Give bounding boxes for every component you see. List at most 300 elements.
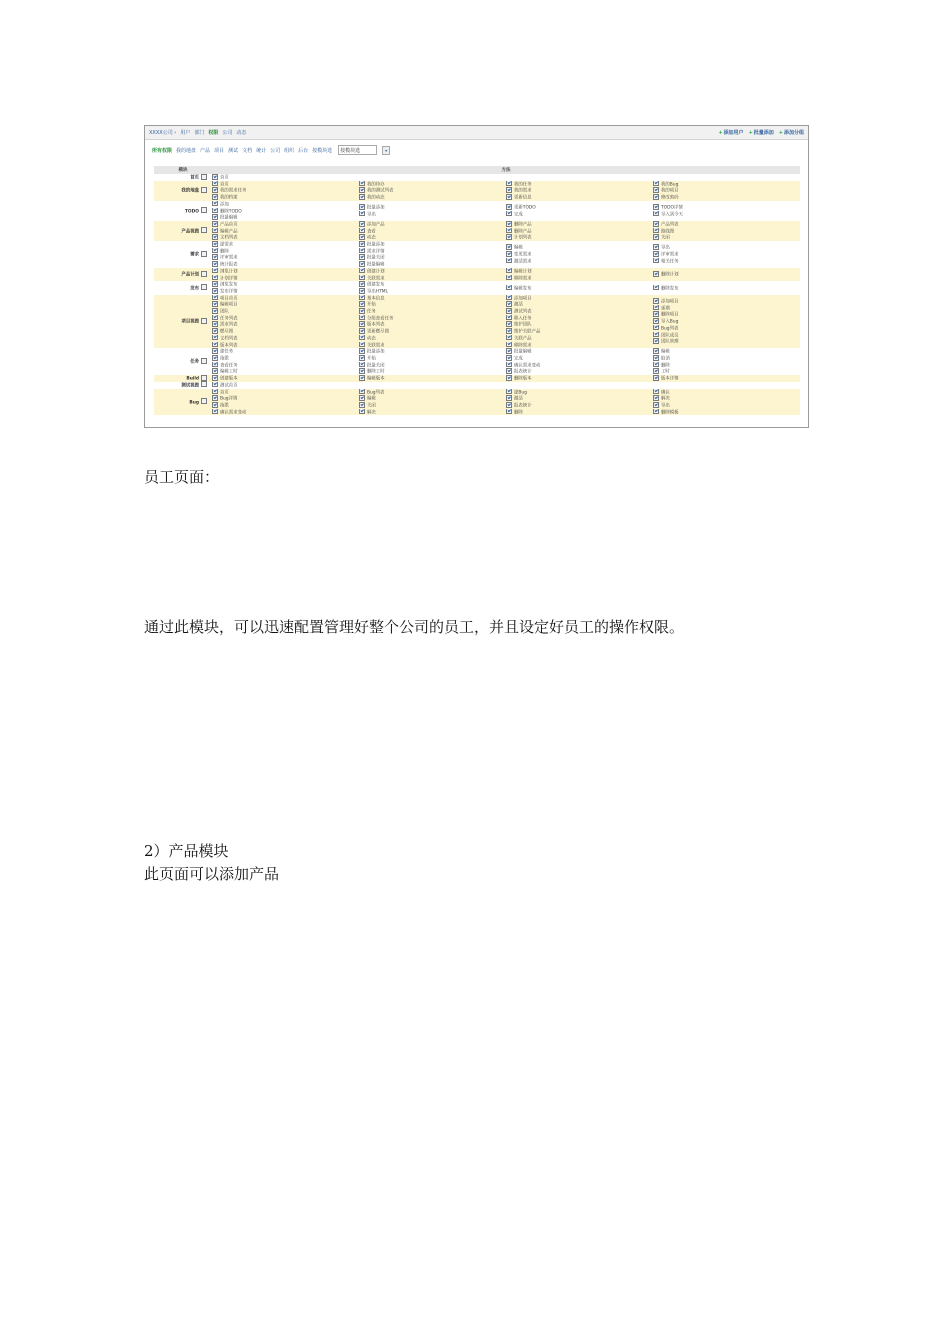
permission-label: 确认需求变动 <box>220 410 247 416</box>
permission-item[interactable] <box>359 275 506 282</box>
permission-item[interactable] <box>506 275 653 282</box>
permission-item[interactable] <box>653 251 800 258</box>
checkbox-checked-icon[interactable] <box>212 375 218 381</box>
tab-item[interactable]: 所有权限 <box>152 147 173 154</box>
permission-item[interactable] <box>212 335 359 342</box>
permission-item[interactable] <box>212 368 359 375</box>
permission-item[interactable] <box>212 348 359 355</box>
permission-item[interactable] <box>212 221 359 228</box>
checkbox-checked-icon[interactable] <box>359 375 365 381</box>
checkbox-checked-icon[interactable] <box>506 409 512 415</box>
checkbox-checked-icon[interactable] <box>359 268 365 274</box>
checkbox-checked-icon[interactable] <box>506 268 512 274</box>
checkbox-checked-icon[interactable] <box>359 204 365 210</box>
permission-item[interactable] <box>506 244 653 251</box>
permission-item[interactable] <box>653 244 800 251</box>
permission-item[interactable] <box>506 228 653 235</box>
permission-item[interactable] <box>359 248 506 255</box>
checkbox-checked-icon[interactable] <box>506 355 512 361</box>
permission-item[interactable] <box>359 395 506 402</box>
checkbox-checked-icon[interactable] <box>653 325 659 331</box>
checkbox-checked-icon[interactable] <box>506 368 512 374</box>
permission-item[interactable] <box>506 204 653 211</box>
module-checkbox[interactable] <box>201 187 207 193</box>
checkbox-checked-icon[interactable] <box>506 285 512 291</box>
module-checkbox[interactable] <box>201 381 207 387</box>
method-cell <box>212 348 359 375</box>
permission-item[interactable] <box>212 362 359 369</box>
permission-item[interactable] <box>506 251 653 258</box>
permission-item[interactable] <box>506 389 653 396</box>
permission-item[interactable] <box>506 194 653 201</box>
checkbox-checked-icon[interactable] <box>359 187 365 193</box>
module-checkbox[interactable] <box>201 358 207 364</box>
checkbox-checked-icon[interactable] <box>506 181 512 187</box>
permission-item[interactable] <box>359 308 506 315</box>
checkbox-checked-icon[interactable] <box>506 395 512 401</box>
checkbox-checked-icon[interactable] <box>506 228 512 234</box>
checkbox-checked-icon[interactable] <box>653 368 659 374</box>
permission-item[interactable] <box>212 395 359 402</box>
permission-item[interactable] <box>506 402 653 409</box>
checkbox-checked-icon[interactable] <box>359 348 365 354</box>
permission-item[interactable] <box>653 375 800 382</box>
checkbox-checked-icon[interactable] <box>506 321 512 327</box>
checkbox-checked-icon[interactable] <box>359 281 365 287</box>
permission-item[interactable] <box>212 214 359 221</box>
checkbox-checked-icon[interactable] <box>212 355 218 361</box>
checkbox-checked-icon[interactable] <box>506 342 512 348</box>
module-checkbox[interactable] <box>201 227 207 233</box>
checkbox-checked-icon[interactable] <box>212 395 218 401</box>
permission-item[interactable] <box>212 201 359 208</box>
checkbox-checked-icon[interactable] <box>359 221 365 227</box>
checkbox-checked-icon[interactable] <box>212 389 218 395</box>
checkbox-checked-icon[interactable] <box>212 174 218 180</box>
checkbox-checked-icon[interactable] <box>212 221 218 227</box>
checkbox-checked-icon[interactable] <box>653 298 659 304</box>
checkbox-checked-icon[interactable] <box>653 338 659 344</box>
checkbox-checked-icon[interactable] <box>359 211 365 217</box>
permission-item[interactable] <box>506 395 653 402</box>
checkbox-checked-icon[interactable] <box>506 275 512 281</box>
permission-item[interactable] <box>212 321 359 328</box>
permission-item[interactable] <box>506 409 653 416</box>
checkbox-checked-icon[interactable] <box>653 375 659 381</box>
checkbox-checked-icon[interactable] <box>212 194 218 200</box>
permission-item[interactable] <box>506 315 653 322</box>
permission-item[interactable] <box>212 342 359 349</box>
permission-item[interactable] <box>506 285 653 292</box>
checkbox-checked-icon[interactable] <box>359 254 365 260</box>
checkbox-checked-icon[interactable] <box>359 181 365 187</box>
tab-item[interactable]: 后台 <box>298 147 309 154</box>
checkbox-checked-icon[interactable] <box>653 318 659 324</box>
permission-item[interactable] <box>359 228 506 235</box>
permission-item[interactable] <box>359 194 506 201</box>
breadcrumb-item[interactable]: 部门 <box>194 130 205 136</box>
permission-item[interactable] <box>506 368 653 375</box>
module-checkbox[interactable] <box>201 375 207 381</box>
permission-item[interactable] <box>653 332 800 339</box>
checkbox-checked-icon[interactable] <box>212 301 218 307</box>
checkbox-checked-icon[interactable] <box>653 362 659 368</box>
checkbox-checked-icon[interactable] <box>212 402 218 408</box>
checkbox-checked-icon[interactable] <box>359 368 365 374</box>
checkbox-checked-icon[interactable] <box>359 315 365 321</box>
permission-item[interactable] <box>212 281 359 288</box>
checkbox-checked-icon[interactable] <box>359 241 365 247</box>
checkbox-checked-icon[interactable] <box>359 395 365 401</box>
module-checkbox[interactable] <box>201 398 207 404</box>
permission-item[interactable] <box>653 204 800 211</box>
checkbox-checked-icon[interactable] <box>653 305 659 311</box>
permission-item[interactable] <box>212 181 359 188</box>
permission-item[interactable] <box>212 261 359 268</box>
checkbox-checked-icon[interactable] <box>212 382 218 388</box>
checkbox-checked-icon[interactable] <box>359 301 365 307</box>
checkbox-checked-icon[interactable] <box>212 281 218 287</box>
checkbox-checked-icon[interactable] <box>212 201 218 207</box>
checkbox-checked-icon[interactable] <box>653 402 659 408</box>
checkbox-checked-icon[interactable] <box>506 295 512 301</box>
permission-item[interactable] <box>359 241 506 248</box>
checkbox-checked-icon[interactable] <box>506 258 512 264</box>
checkbox-checked-icon[interactable] <box>506 308 512 314</box>
checkbox-checked-icon[interactable] <box>506 389 512 395</box>
permission-item[interactable] <box>359 187 506 194</box>
permission-item[interactable] <box>212 241 359 248</box>
method-cell <box>506 268 653 281</box>
permission-item[interactable] <box>653 325 800 332</box>
checkbox-checked-icon[interactable] <box>212 254 218 260</box>
checkbox-checked-icon[interactable] <box>506 375 512 381</box>
checkbox-checked-icon[interactable] <box>653 355 659 361</box>
permission-item[interactable] <box>212 382 359 389</box>
checkbox-checked-icon[interactable] <box>359 389 365 395</box>
checkbox-checked-icon[interactable] <box>212 321 218 327</box>
tab-item[interactable]: 统计 <box>256 147 267 154</box>
checkbox-checked-icon[interactable] <box>506 251 512 257</box>
tab-item[interactable]: 组织 <box>284 147 295 154</box>
permission-item[interactable] <box>359 234 506 241</box>
checkbox-checked-icon[interactable] <box>212 208 218 214</box>
checkbox-checked-icon[interactable] <box>653 204 659 210</box>
permission-item[interactable] <box>359 321 506 328</box>
checkbox-checked-icon[interactable] <box>359 328 365 334</box>
action-link[interactable] <box>718 130 743 136</box>
permission-item[interactable] <box>212 254 359 261</box>
checkbox-checked-icon[interactable] <box>359 342 365 348</box>
permission-item[interactable] <box>212 268 359 275</box>
permission-item[interactable] <box>653 338 800 345</box>
checkbox-checked-icon[interactable] <box>212 234 218 240</box>
permission-item[interactable] <box>506 295 653 302</box>
checkbox-checked-icon[interactable] <box>653 332 659 338</box>
breadcrumb-item[interactable]: 用户 <box>180 130 191 136</box>
permission-item[interactable] <box>506 375 653 382</box>
permission-item[interactable] <box>359 375 506 382</box>
permission-item[interactable] <box>359 328 506 335</box>
permission-item[interactable] <box>212 389 359 396</box>
tab-item[interactable]: 产品 <box>200 147 211 154</box>
module-checkbox[interactable] <box>201 174 207 180</box>
method-cell <box>506 201 653 221</box>
checkbox-checked-icon[interactable] <box>653 194 659 200</box>
checkbox-checked-icon[interactable] <box>653 251 659 257</box>
permission-item[interactable] <box>653 258 800 265</box>
permission-item[interactable] <box>653 318 800 325</box>
permission-item[interactable] <box>506 234 653 241</box>
checkbox-checked-icon[interactable] <box>506 234 512 240</box>
checkbox-checked-icon[interactable] <box>506 301 512 307</box>
permission-item[interactable] <box>506 362 653 369</box>
permission-item[interactable] <box>506 221 653 228</box>
checkbox-checked-icon[interactable] <box>653 409 659 415</box>
checkbox-checked-icon[interactable] <box>359 228 365 234</box>
permission-item[interactable] <box>653 234 800 241</box>
checkbox-checked-icon[interactable] <box>653 187 659 193</box>
checkbox-checked-icon[interactable] <box>653 348 659 354</box>
checkbox-checked-icon[interactable] <box>359 261 365 267</box>
permission-item[interactable] <box>506 308 653 315</box>
permission-item[interactable] <box>506 321 653 328</box>
checkbox-checked-icon[interactable] <box>653 234 659 240</box>
action-link[interactable] <box>779 130 804 136</box>
checkbox-checked-icon[interactable] <box>653 311 659 317</box>
checkbox-checked-icon[interactable] <box>359 402 365 408</box>
checkbox-checked-icon[interactable] <box>212 261 218 267</box>
permission-item[interactable] <box>506 301 653 308</box>
checkbox-checked-icon[interactable] <box>506 335 512 341</box>
checkbox-checked-icon[interactable] <box>212 241 218 247</box>
permission-item[interactable] <box>212 308 359 315</box>
permission-item[interactable] <box>653 409 800 416</box>
permission-item[interactable] <box>359 362 506 369</box>
checkbox-checked-icon[interactable] <box>506 244 512 250</box>
checkbox-checked-icon[interactable] <box>653 285 659 291</box>
module-checkbox[interactable] <box>201 271 207 277</box>
permission-item[interactable] <box>506 335 653 342</box>
tab-item[interactable]: 项目 <box>214 147 225 154</box>
module-checkbox[interactable] <box>201 318 207 324</box>
breadcrumb-item[interactable]: 动态 <box>236 130 247 136</box>
checkbox-checked-icon[interactable] <box>359 234 365 240</box>
permission-item[interactable] <box>653 271 800 278</box>
checkbox-checked-icon[interactable] <box>359 288 365 294</box>
permission-label: 文档列表 <box>220 336 238 342</box>
breadcrumb-item[interactable]: XXXX公司 › <box>149 130 177 136</box>
checkbox-checked-icon[interactable] <box>653 395 659 401</box>
permission-item[interactable] <box>359 221 506 228</box>
checkbox-checked-icon[interactable] <box>506 402 512 408</box>
permission-item[interactable] <box>653 228 800 235</box>
checkbox-checked-icon[interactable] <box>359 362 365 368</box>
permission-item[interactable] <box>359 211 506 218</box>
permission-item[interactable] <box>506 258 653 265</box>
tab-item[interactable]: 我的地盘 <box>176 147 197 154</box>
permission-item[interactable] <box>359 315 506 322</box>
permission-item[interactable] <box>359 368 506 375</box>
tab-item[interactable]: 公司 <box>270 147 281 154</box>
permission-item[interactable] <box>359 261 506 268</box>
checkbox-checked-icon[interactable] <box>212 315 218 321</box>
checkbox-checked-icon[interactable] <box>212 181 218 187</box>
checkbox-checked-icon[interactable] <box>506 315 512 321</box>
permission-item[interactable] <box>212 328 359 335</box>
permission-item[interactable] <box>653 348 800 355</box>
checkbox-checked-icon[interactable] <box>653 258 659 264</box>
permission-item[interactable] <box>653 362 800 369</box>
checkbox-checked-icon[interactable] <box>359 335 365 341</box>
permission-item[interactable] <box>653 311 800 318</box>
checkbox-checked-icon[interactable] <box>212 409 218 415</box>
permission-item[interactable] <box>212 275 359 282</box>
permission-item[interactable] <box>653 187 800 194</box>
checkbox-checked-icon[interactable] <box>506 194 512 200</box>
permission-item[interactable] <box>212 355 359 362</box>
permission-item[interactable] <box>212 187 359 194</box>
checkbox-checked-icon[interactable] <box>653 228 659 234</box>
permission-label: 批量添加 <box>367 349 385 355</box>
checkbox-checked-icon[interactable] <box>359 409 365 415</box>
permission-item[interactable] <box>359 288 506 295</box>
tab-item[interactable]: 按模块选 <box>312 147 333 154</box>
permission-item[interactable] <box>359 268 506 275</box>
action-link[interactable] <box>749 130 774 136</box>
permission-item[interactable] <box>359 348 506 355</box>
tab-item[interactable]: 文档 <box>242 147 253 154</box>
checkbox-checked-icon[interactable] <box>506 211 512 217</box>
permission-item[interactable] <box>212 301 359 308</box>
permission-item[interactable] <box>212 402 359 409</box>
permission-item[interactable] <box>359 342 506 349</box>
permission-item[interactable] <box>359 409 506 416</box>
permission-item[interactable] <box>506 268 653 275</box>
permission-item[interactable] <box>359 204 506 211</box>
permission-item[interactable] <box>359 335 506 342</box>
checkbox-checked-icon[interactable] <box>212 214 218 220</box>
checkbox-checked-icon[interactable] <box>212 295 218 301</box>
permission-item[interactable] <box>212 228 359 235</box>
checkbox-checked-icon[interactable] <box>653 211 659 217</box>
checkbox-checked-icon[interactable] <box>359 275 365 281</box>
checkbox-checked-icon[interactable] <box>212 348 218 354</box>
checkbox-checked-icon[interactable] <box>653 389 659 395</box>
breadcrumb-item[interactable]: 权限 <box>208 130 219 136</box>
permission-item[interactable] <box>506 348 653 355</box>
permission-item[interactable] <box>653 211 800 218</box>
checkbox-checked-icon[interactable] <box>212 308 218 314</box>
checkbox-checked-icon[interactable] <box>506 348 512 354</box>
checkbox-checked-icon[interactable] <box>506 328 512 334</box>
permission-item[interactable] <box>359 254 506 261</box>
permission-item[interactable] <box>506 187 653 194</box>
checkbox-checked-icon[interactable] <box>212 248 218 254</box>
permission-item[interactable] <box>212 288 359 295</box>
checkbox-checked-icon[interactable] <box>212 228 218 234</box>
checkbox-checked-icon[interactable] <box>212 342 218 348</box>
permission-item[interactable] <box>212 174 359 181</box>
permission-item[interactable] <box>212 234 359 241</box>
checkbox-checked-icon[interactable] <box>212 368 218 374</box>
module-checkbox[interactable] <box>201 251 207 257</box>
checkbox-checked-icon[interactable] <box>653 244 659 250</box>
checkbox-checked-icon[interactable] <box>506 221 512 227</box>
checkbox-checked-icon[interactable] <box>359 321 365 327</box>
module-checkbox[interactable] <box>201 207 207 213</box>
permission-item[interactable] <box>653 355 800 362</box>
permission-item[interactable] <box>506 355 653 362</box>
permission-item[interactable] <box>212 248 359 255</box>
permission-item[interactable] <box>359 389 506 396</box>
checkbox-checked-icon[interactable] <box>212 187 218 193</box>
permission-item[interactable] <box>653 305 800 312</box>
checkbox-checked-icon[interactable] <box>212 288 218 294</box>
select-arrow-icon[interactable]: ▾ <box>382 146 390 155</box>
checkbox-checked-icon[interactable] <box>653 221 659 227</box>
permission-item[interactable] <box>359 355 506 362</box>
permission-item[interactable] <box>359 181 506 188</box>
checkbox-checked-icon[interactable] <box>212 335 218 341</box>
module-checkbox[interactable] <box>201 284 207 290</box>
checkbox-checked-icon[interactable] <box>359 295 365 301</box>
checkbox-checked-icon[interactable] <box>506 187 512 193</box>
permission-item[interactable] <box>653 395 800 402</box>
permission-item[interactable] <box>653 194 800 201</box>
permission-item[interactable] <box>653 389 800 396</box>
checkbox-checked-icon[interactable] <box>359 308 365 314</box>
permission-item[interactable] <box>653 298 800 305</box>
permission-item[interactable] <box>212 409 359 416</box>
checkbox-checked-icon[interactable] <box>506 362 512 368</box>
checkbox-checked-icon[interactable] <box>653 271 659 277</box>
permission-item[interactable] <box>212 375 359 382</box>
permission-item[interactable] <box>506 328 653 335</box>
permission-item[interactable] <box>212 208 359 215</box>
permission-item[interactable] <box>212 194 359 201</box>
permission-item[interactable] <box>359 301 506 308</box>
checkbox-checked-icon[interactable] <box>653 181 659 187</box>
permission-item[interactable] <box>506 211 653 218</box>
permission-item[interactable] <box>653 181 800 188</box>
permission-item[interactable] <box>359 402 506 409</box>
module-select[interactable]: 按模块选 <box>338 145 377 155</box>
permission-item[interactable] <box>653 368 800 375</box>
permission-item[interactable] <box>653 285 800 292</box>
checkbox-checked-icon[interactable] <box>212 268 218 274</box>
checkbox-checked-icon[interactable] <box>506 204 512 210</box>
permission-label: 删除模板 <box>661 410 679 416</box>
permission-item[interactable] <box>506 342 653 349</box>
breadcrumb-item[interactable]: 公司 <box>222 130 233 136</box>
permission-item[interactable] <box>212 295 359 302</box>
tab-item[interactable]: 测试 <box>228 147 239 154</box>
checkbox-checked-icon[interactable] <box>212 275 218 281</box>
module-label: 项目视图 <box>181 319 199 325</box>
checkbox-checked-icon[interactable] <box>359 248 365 254</box>
permission-item[interactable] <box>359 281 506 288</box>
checkbox-checked-icon[interactable] <box>212 328 218 334</box>
permission-item[interactable] <box>653 221 800 228</box>
checkbox-checked-icon[interactable] <box>359 194 365 200</box>
permission-item[interactable] <box>212 315 359 322</box>
permission-item[interactable] <box>653 402 800 409</box>
permission-item[interactable] <box>359 295 506 302</box>
checkbox-checked-icon[interactable] <box>212 362 218 368</box>
checkbox-checked-icon[interactable] <box>359 355 365 361</box>
permission-item[interactable] <box>506 181 653 188</box>
